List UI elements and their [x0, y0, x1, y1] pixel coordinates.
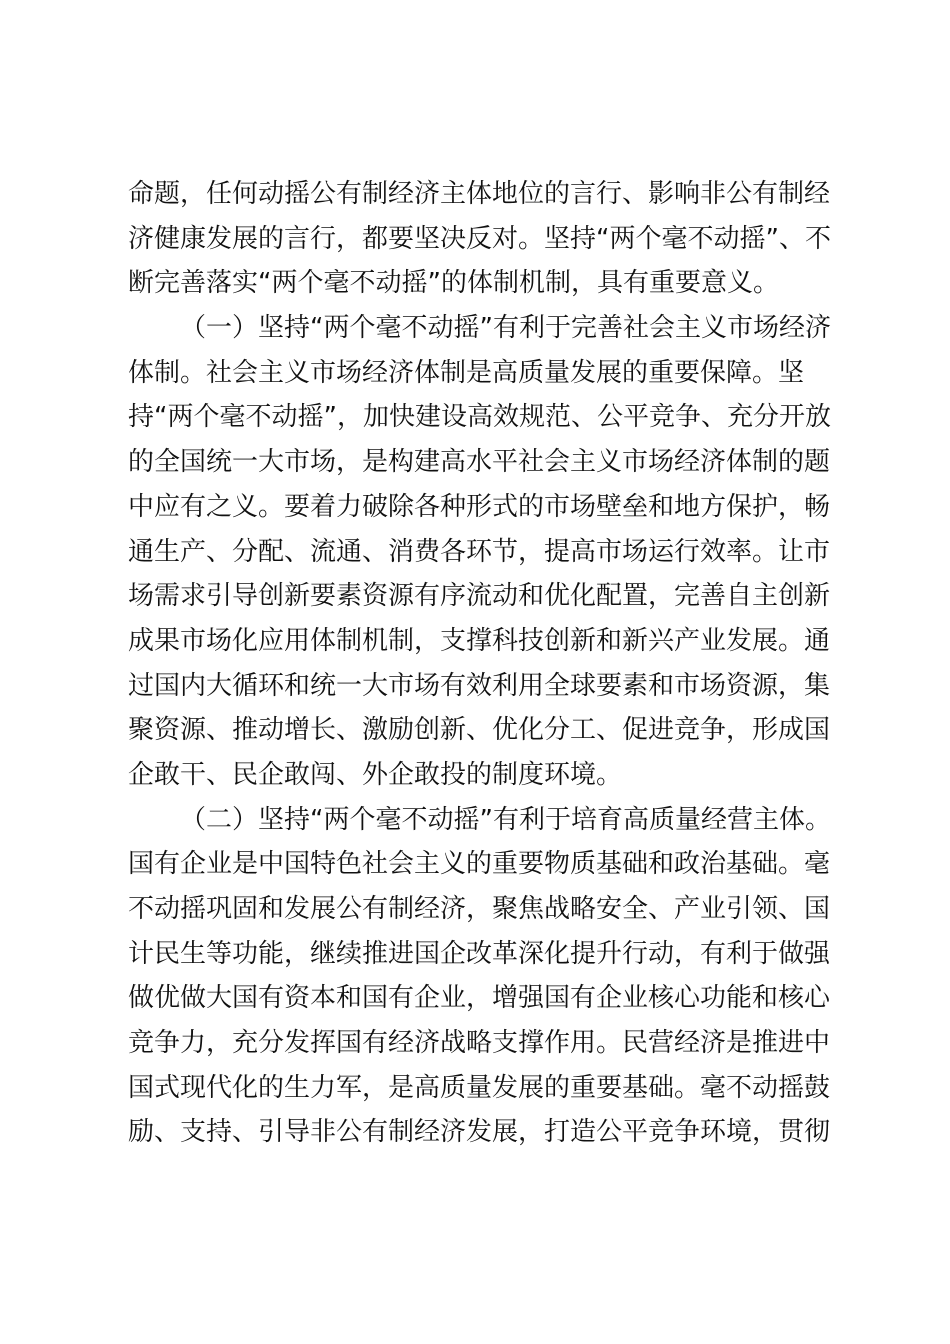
text-line: 成果市场化应用体制机制，支撑科技创新和新兴产业发展。通	[128, 625, 831, 656]
section-heading-line: （一）坚持“两个毫不动摇”有利于完善社会主义市场经济	[180, 313, 831, 344]
text-line: 企敢干、民企敢闯、外企敢投的制度环境。	[128, 759, 623, 790]
text-line: 聚资源、推动增长、激励创新、优化分工、促进竞争，形成国	[128, 715, 831, 746]
text-line: 断完善落实“两个毫不动摇”的体制机制，具有重要意义。	[128, 268, 779, 299]
text-line: 国有企业是中国特色社会主义的重要物质基础和政治基础。毫	[128, 849, 831, 880]
text-line: 国式现代化的生力军，是高质量发展的重要基础。毫不动摇鼓	[128, 1072, 831, 1103]
body-text	[128, 172, 832, 1155]
text-line: 做优做大国有资本和国有企业，增强国有企业核心功能和核心	[128, 983, 831, 1014]
text-line: 场需求引导创新要素资源有序流动和优化配置，完善自主创新	[128, 581, 831, 612]
text-line: 持“两个毫不动摇”，加快建设高效规范、公平竞争、充分开放	[128, 402, 831, 433]
text-line: 过国内大循环和统一大市场有效利用全球要素和市场资源，集	[128, 670, 831, 701]
text-line: 命题，任何动摇公有制经济主体地位的言行、影响非公有制经	[128, 179, 831, 209]
text-line: 通生产、分配、流通、消费各环节，提高市场运行效率。让市	[128, 536, 831, 567]
text-line: 计民生等功能，继续推进国企改革深化提升行动，有利于做强	[128, 938, 831, 969]
text-line: 体制。社会主义市场经济体制是高质量发展的重要保障。坚	[128, 357, 805, 388]
text-line: 的全国统一大市场，是构建高水平社会主义市场经济体制的题	[128, 447, 831, 478]
text-line: 济健康发展的言行，都要坚决反对。坚持“两个毫不动摇”、不	[128, 223, 831, 254]
text-line: 不动摇巩固和发展公有制经济，聚焦战略安全、产业引领、国	[128, 894, 831, 924]
section-heading-line: （二）坚持“两个毫不动摇”有利于培育高质量经营主体。	[180, 804, 831, 835]
text-line: 竞争力，充分发挥国有经济战略支撑作用。民营经济是推进中	[128, 1028, 831, 1059]
text-line: 中应有之义。要着力破除各种形式的市场壁垒和地方保护，畅	[128, 491, 831, 522]
text-line: 励、支持、引导非公有制经济发展，打造公平竞争环境，贯彻	[128, 1117, 831, 1148]
